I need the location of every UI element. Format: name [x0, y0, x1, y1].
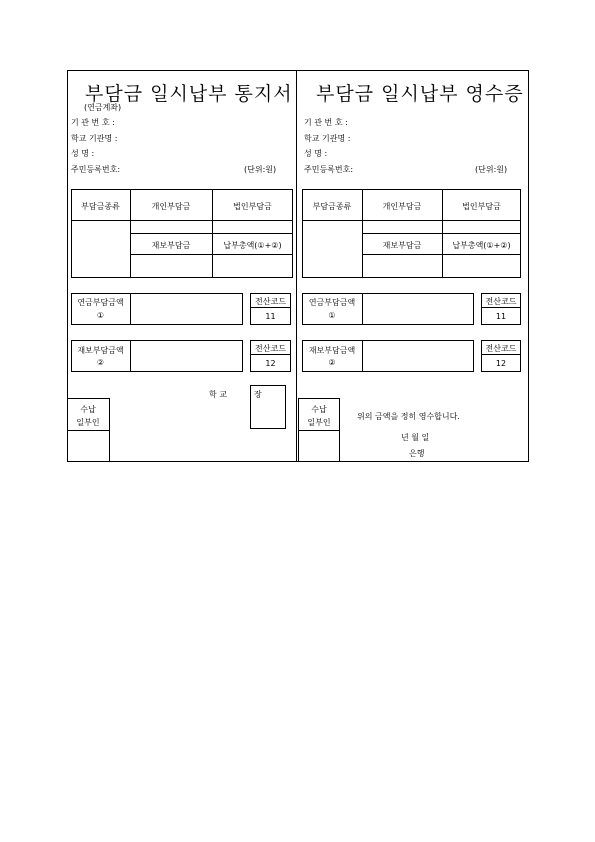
receipt-field-school-name: 학교 기관명 :	[304, 134, 351, 143]
notice-header-personal: 개인부담금	[151, 202, 191, 211]
receipt-row-total: 납부총액(①+②)	[452, 241, 511, 250]
receipt-header-type: 부담금종류	[312, 202, 352, 211]
receipt-bank-label: 은행	[409, 449, 425, 458]
table-rule	[67, 398, 109, 399]
notice-pension-mark: ①	[96, 311, 105, 320]
receipt-date-line: 년 월 일	[401, 433, 430, 442]
receipt-pension-code: 11	[495, 312, 507, 321]
table-rule	[362, 340, 363, 372]
table-rule	[250, 354, 291, 355]
table-rule	[130, 293, 131, 325]
notice-seal-label: 장	[254, 390, 262, 399]
receipt-title: 부담금 일시납부 영수증	[316, 83, 524, 105]
notice-row-jaebo: 재보부담금	[151, 241, 191, 250]
table-rule	[130, 340, 131, 372]
receipt-header-corporate: 법인부담금	[462, 202, 501, 211]
receipt-field-org-number: 기 관 번 호 :	[304, 118, 348, 127]
table-rule	[250, 307, 291, 308]
receipt-field-name: 성 명 :	[304, 149, 328, 158]
table-rule	[67, 430, 109, 431]
table-rule	[481, 354, 521, 355]
notice-pension-code: 11	[265, 312, 276, 321]
notice-header-type: 부담금종류	[81, 202, 120, 211]
receipt-receipt-label-1: 수납	[311, 405, 327, 414]
notice-jaebo-code-label: 전산코드	[255, 344, 286, 353]
notice-receipt-label-1: 수납	[80, 405, 96, 414]
notice-header-corporate: 법인부담금	[233, 202, 272, 211]
table-rule	[362, 293, 363, 325]
notice-row-total: 납부총액(①+②)	[223, 241, 282, 250]
notice-field-org-number: 기 관 번 호 :	[71, 118, 115, 127]
receipt-jaebo-code-label: 전산코드	[485, 344, 517, 353]
table-rule	[71, 220, 293, 221]
receipt-row-jaebo: 재보부담금	[382, 241, 422, 250]
notice-jaebo-mark: ②	[96, 358, 105, 367]
center-divider	[296, 70, 297, 462]
notice-school-label: 학 교	[209, 390, 227, 399]
notice-subtitle: (연금계좌)	[84, 103, 122, 112]
notice-field-resident-number: 주민등록번호:	[71, 165, 121, 174]
notice-field-school-name: 학교 기관명 :	[71, 134, 118, 143]
notice-unit-label: (단위:원)	[244, 165, 277, 174]
receipt-jaebo-mark: ②	[328, 358, 336, 367]
receipt-jaebo-code: 12	[495, 359, 507, 368]
receipt-header-personal: 개인부담금	[382, 202, 422, 211]
table-rule	[298, 430, 340, 431]
notice-pension-label: 연금부담금액	[77, 298, 124, 307]
table-rule	[302, 220, 521, 221]
receipt-confirm-text: 위의 금액을 정히 영수합니다.	[357, 412, 460, 421]
notice-title: 부담금 일시납부 통지서	[85, 83, 293, 105]
receipt-field-resident-number: 주민등록번호:	[304, 165, 354, 174]
notice-jaebo-code: 12	[265, 359, 276, 368]
receipt-unit-label: (단위:원)	[475, 165, 508, 174]
notice-receipt-label-2: 일부인	[76, 418, 100, 427]
receipt-pension-label: 연금부담금액	[308, 298, 356, 307]
notice-field-name: 성 명 :	[71, 149, 95, 158]
receipt-pension-mark: ①	[328, 311, 336, 320]
notice-pension-code-label: 전산코드	[255, 297, 286, 306]
receipt-pension-code-label: 전산코드	[485, 297, 517, 306]
notice-jaebo-label: 재보부담금액	[77, 346, 124, 355]
table-rule	[109, 398, 110, 462]
table-rule	[481, 307, 521, 308]
receipt-jaebo-label: 재보부담금액	[308, 346, 356, 355]
receipt-receipt-label-2: 일부인	[307, 418, 331, 427]
